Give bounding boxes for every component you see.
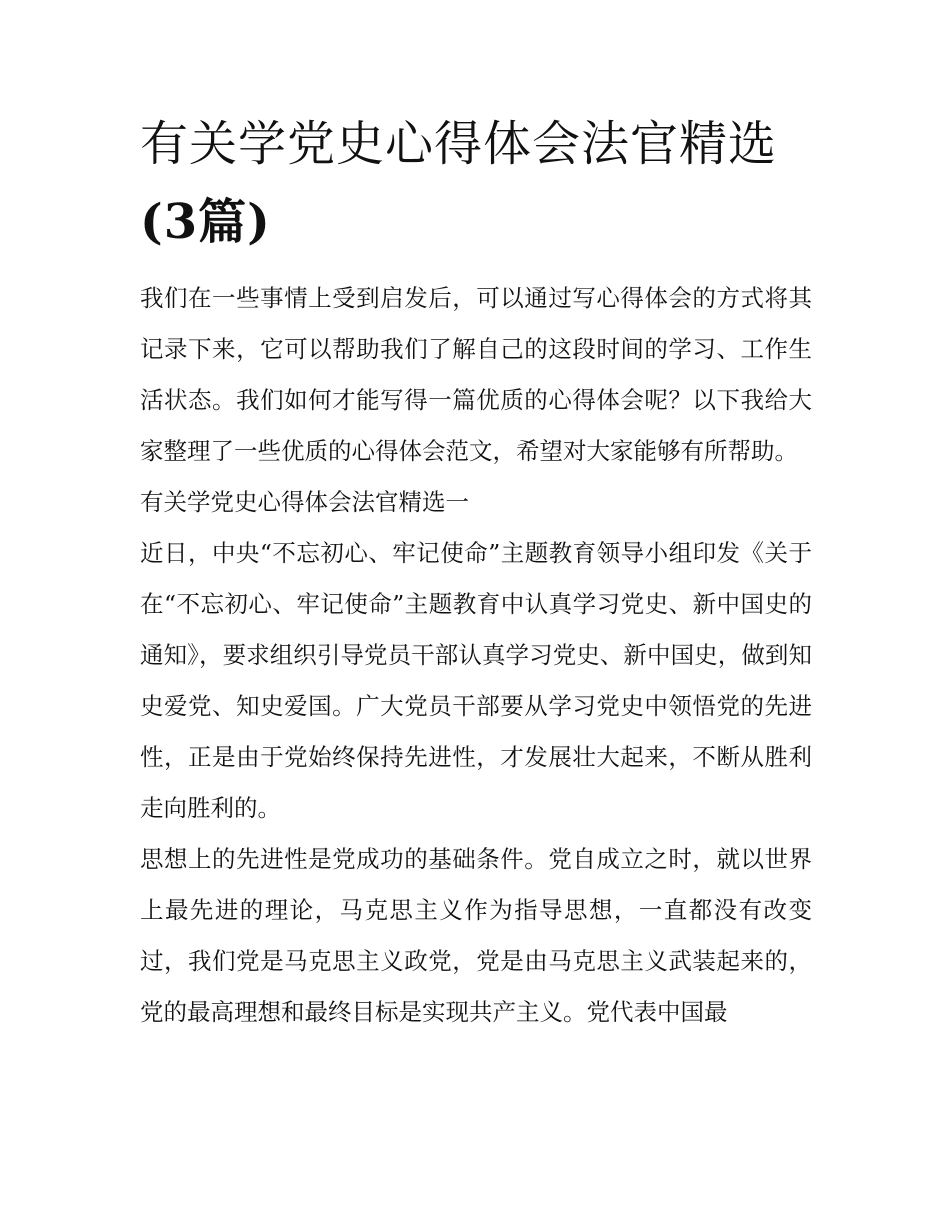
document-page <box>140 112 812 1038</box>
body-paragraph: 近日，中央“不忘初心、牢记使命”主题教育领导小组印发《关于在“不忘初心、牢记使命”主题教育中认真学习党史、新中国史的通知》，要求组织引导党员干部认真学习党史、新中国史，做到知史爱党、知史爱国。广大党员干部要从学习党史中领悟党的先进性，正是由于党始终保持先进性，才发展壮大起来，不断从胜利走向胜利的。 <box>140 539 812 822</box>
title-line-2: (3篇) <box>140 194 271 250</box>
section-heading: 有关学党史心得体会法官精选一 <box>140 488 469 516</box>
document-title <box>140 112 812 254</box>
intro-paragraph: 我们在一些事情上受到启发后，可以通过写心得体会的方式将其记录下来，它可以帮助我们了解自己的这段时间的学习、工作生活状态。我们如何才能写得一篇优质的心得体会呢？以下我给大家整理了一些优质的心得体会范文，希望对大家能够有所帮助。 <box>140 284 812 465</box>
body-paragraph: 思想上的先进性是党成功的基础条件。党自成立之时，就以世界上最先进的理论，马克思主义作为指导思想，一直都没有改变过，我们党是马克思主义政党，党是由马克思主义武装起来的，党的最高理想和最终目标是实现共产主义。党代表中国最 <box>140 845 812 1026</box>
title-line-1: 有关学党史心得体会法官精选 <box>140 116 778 172</box>
